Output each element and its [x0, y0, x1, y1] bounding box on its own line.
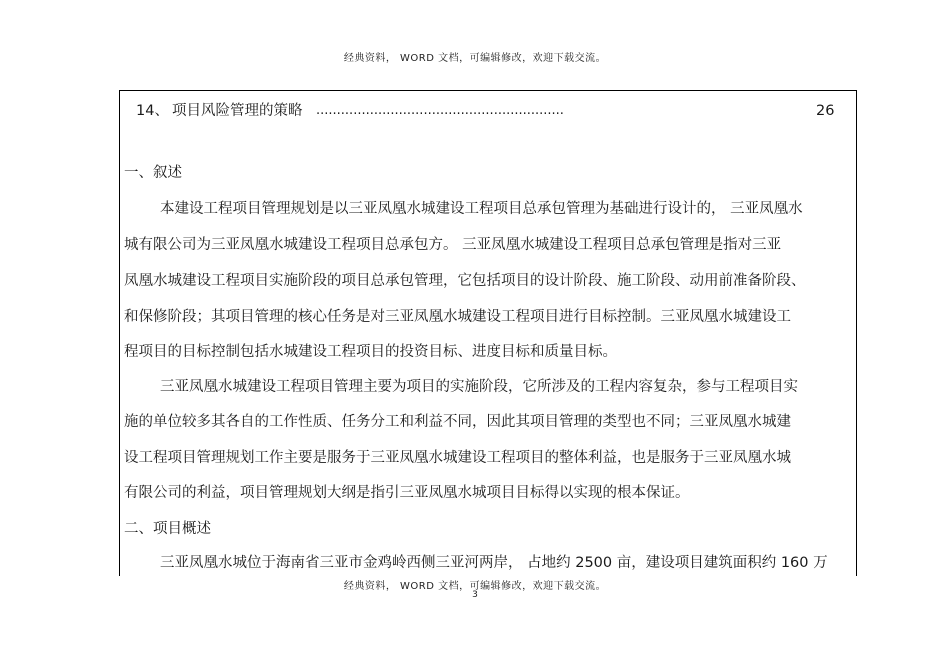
toc-item-number: 14、 [136, 103, 169, 119]
section-heading-intro: 一、叙述 [124, 165, 182, 181]
paragraph-line: 程项目的目标控制包括水城建设工程项目的投资目标、进度目标和质量目标。 [124, 344, 617, 360]
paragraph-line: 本建设工程项目管理规划是以三亚凤凰水城建设工程项目总承包管理为基础进行设计的， 三亚凤凰水 [160, 201, 803, 217]
section-heading-overview: 二、项目概述 [124, 521, 211, 537]
paragraph-line: 城有限公司为三亚凤凰水城建设工程项目总承包方。 三亚凤凰水城建设工程项目总承包管理是指对三亚 [124, 237, 782, 253]
footer-note: 经典资料， WORD 文档，可编辑修改，欢迎下载交流。 [343, 581, 607, 592]
paragraph-line: 和保修阶段；其项目管理的核心任务是对三亚凤凰水城建设工程项目进行目标控制。三亚凤凰水城建设工 [124, 309, 791, 325]
toc-item-page: 26 [816, 103, 835, 119]
paragraph-line: 设工程项目管理规划工作主要是服务于三亚凤凰水城建设工程项目的整体利益，也是服务于三亚凤凰水城 [124, 450, 791, 466]
paragraph-line: 三亚凤凰水城位于海南省三亚市金鸡岭西侧三亚河两岸， 占地约 2500 亩，建设项目建筑面积约 160 万 [160, 555, 828, 571]
paragraph-line: 凤凰水城建设工程项目实施阶段的项目总承包管理，它包括项目的设计阶段、施工阶段、动用前准备阶段、 [124, 273, 806, 289]
toc-item-title: 项目风险管理的策略 [172, 103, 303, 119]
paragraph-line: 三亚凤凰水城建设工程项目管理主要为项目的实施阶段，它所涉及的工程内容复杂，参与工程项目实 [160, 379, 798, 395]
paragraph-line: 施的单位较多其各自的工作性质、任务分工和利益不同，因此其项目管理的类型也不同；三亚凤凰水城建 [124, 414, 791, 430]
page-number: 3 [472, 590, 478, 600]
toc-item-leader: ............................................................ [316, 103, 564, 118]
paragraph-line: 有限公司的利益，项目管理规划大纲是指引三亚凤凰水城项目目标得以实现的根本保证。 [124, 485, 690, 501]
header-note: 经典资料， WORD 文档，可编辑修改，欢迎下载交流。 [343, 53, 607, 64]
content-frame [119, 90, 857, 576]
